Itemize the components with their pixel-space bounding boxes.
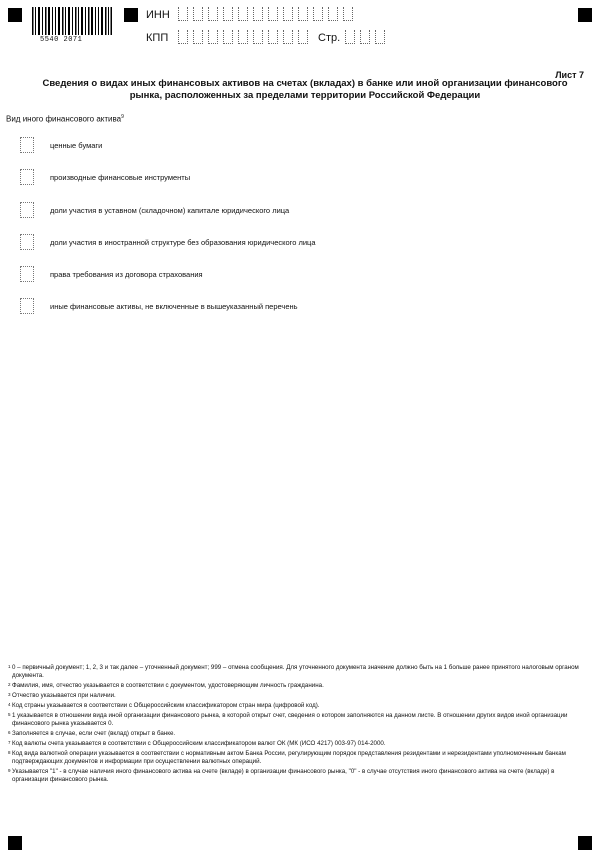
footnote bbox=[8, 692, 582, 700]
footnote-text: Фамилия, имя, отчество указывается в соответствии с документом, удостоверяющим личность гражданина. bbox=[12, 682, 324, 689]
page-title: Сведения о видах иных финансовых активов на счетах (вкладах) в банке или иной организации финансового рынка, расположенных за пределами территории Российской Федерации bbox=[42, 78, 568, 101]
checkbox-insurance-claims[interactable] bbox=[20, 266, 34, 282]
footnote-number: 1 bbox=[8, 664, 11, 669]
barcode bbox=[32, 7, 112, 37]
footnote-text: Указывается "1" - в случае наличия иного финансового актива на счете (вкладе) в организации финансового рынка, "0" - в случае отсутствия иного финансового актива на счете (вкладе) в организации финансового рынка. bbox=[12, 768, 555, 783]
footnote bbox=[8, 664, 582, 680]
footnote-number: 7 bbox=[8, 740, 11, 745]
footnote bbox=[8, 730, 582, 738]
checkbox-derivatives[interactable] bbox=[20, 169, 34, 185]
option-label: иные финансовые активы, не включенные в вышеуказанный перечень bbox=[50, 301, 298, 311]
option-label: права требования из договора страхования bbox=[50, 269, 203, 279]
checkbox-equity-stake[interactable] bbox=[20, 202, 34, 218]
footnote-text: Отчество указывается при наличии. bbox=[12, 692, 116, 699]
option-equity-stake[interactable] bbox=[20, 202, 289, 218]
inn-field[interactable] bbox=[178, 7, 358, 21]
section-label-text: Вид иного финансового актива bbox=[6, 114, 122, 124]
corner-marker-bottom-right bbox=[578, 836, 592, 850]
footnotes bbox=[8, 664, 582, 786]
kpp-label: КПП bbox=[146, 32, 169, 44]
option-label: производные финансовые инструменты bbox=[50, 172, 191, 182]
section-footnote-ref: 9 bbox=[121, 114, 124, 120]
footnote bbox=[8, 712, 582, 728]
corner-marker-top-right bbox=[578, 8, 592, 22]
footnote-text: Код страны указывается в соответствии с Общероссийским классификатором стран мира (цифровой код). bbox=[12, 702, 320, 709]
footnote-number: 5 bbox=[8, 712, 11, 717]
option-insurance-claims[interactable] bbox=[20, 266, 203, 282]
footnote-number: 9 bbox=[8, 768, 11, 773]
checkbox-foreign-structure[interactable] bbox=[20, 234, 34, 250]
footnote bbox=[8, 702, 582, 710]
footnote bbox=[8, 768, 582, 784]
footnote-number: 4 bbox=[8, 702, 11, 707]
footnote-text: Заполняется в случае, если счет (вклад) открыт в банке. bbox=[12, 730, 176, 737]
checkbox-other-assets[interactable] bbox=[20, 298, 34, 314]
footnote-number: 8 bbox=[8, 750, 11, 755]
footnote-number: 6 bbox=[8, 730, 11, 735]
section-label bbox=[6, 114, 124, 124]
footnote bbox=[8, 750, 582, 766]
footnote-text: Код вида валютной операции указывается в соответствии с нормативным актом Банка России, регулирующим порядок представления резидентами и нерезидентами уполномоченным банкам подтверждающих документов и информации при осуществлении валютных операций. bbox=[12, 750, 566, 765]
option-foreign-structure[interactable] bbox=[20, 234, 316, 250]
option-other-assets[interactable] bbox=[20, 298, 298, 314]
barcode-number: 5540 2071 bbox=[40, 36, 83, 44]
footnote-number: 3 bbox=[8, 692, 11, 697]
footnote-text: Код валюты счета указывается в соответствии с Общероссийским классификатором валют ОК (МК (ИСО 4217) 003-97) 014-2000. bbox=[12, 740, 386, 747]
option-label: доли участия в уставном (складочном) капитале юридического лица bbox=[50, 205, 290, 215]
corner-marker-top-left bbox=[8, 8, 22, 22]
checkbox-securities[interactable] bbox=[20, 137, 34, 153]
footnote bbox=[8, 740, 582, 748]
option-derivatives[interactable] bbox=[20, 169, 190, 185]
option-securities[interactable] bbox=[20, 137, 102, 153]
page-number-field[interactable] bbox=[345, 30, 390, 44]
footnote bbox=[8, 682, 582, 690]
sheet-label: Лист 7 bbox=[555, 70, 584, 80]
page-label: Стр. bbox=[318, 32, 341, 44]
corner-marker-bottom-left bbox=[8, 836, 22, 850]
footnote-text: 0 – первичный документ; 1, 2, 3 и так далее – уточненный документ; 999 – отмена сообщения. Для уточненного документа значение должно быть на 1 больше ранее принятого налоговым органом документа. bbox=[12, 664, 579, 679]
option-label: доли участия в иностранной структуре без образования юридического лица bbox=[50, 237, 316, 247]
footnote-text: 1 указывается в отношении вида иной организации финансового рынка, в которой открыт счет, сведения о котором заполняются на данном листе. В отношении других видов иной организации финансового рынка указывается 0. bbox=[12, 712, 568, 727]
footnote-number: 2 bbox=[8, 682, 11, 687]
option-label: ценные бумаги bbox=[50, 140, 103, 150]
inn-label: ИНН bbox=[146, 9, 170, 21]
corner-marker-top-center bbox=[124, 8, 138, 22]
kpp-field[interactable] bbox=[178, 30, 313, 44]
